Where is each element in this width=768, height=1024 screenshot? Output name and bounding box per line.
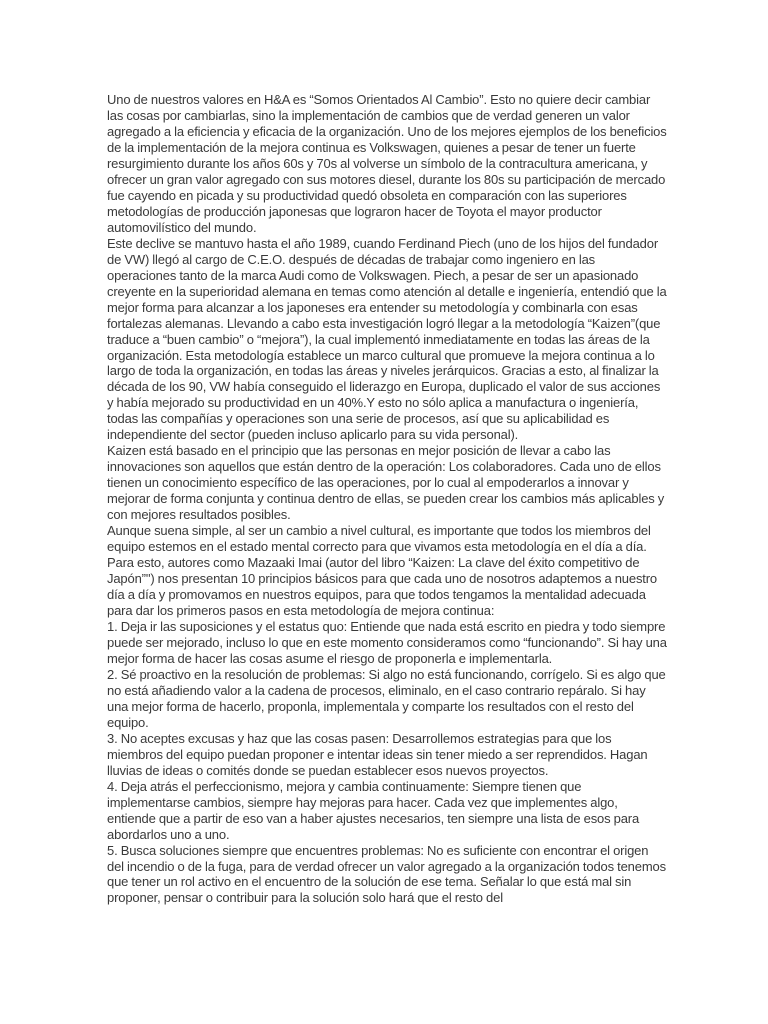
paragraph-kaizen: Kaizen está basado en el principio que las personas en mejor posición de llevar a cabo las innovaciones son aquellos que están dentro de la operación: Los colaboradores. Cada uno de ellos tienen un conocimiento específico de las operaciones, por lo cual al empoderarlos a innovar y mejorar de forma conjunta y continua dentro de ellas, se pueden crear los cambios más aplicables y con mejores resultados posibles. [107,443,665,523]
principle-item-5: 5. Busca soluciones siempre que encuentres problemas: No es suficiente con encontrar el origen del incendio o de la fuga, para de verdad ofrecer un valor agregado a la organización todos tenemos que tener un rol activo en el encuentro de la solución de ese tema. Señalar lo que está mal sin proponer, pensar o contribuir para la solución solo hará que el resto del [107,842,666,906]
principle-item-4: 4. Deja atrás el perfeccionismo, mejora y cambia continuamente: Siempre tienen que implementarse cambios, siempre hay mejoras para hacer. Cada vez que implementes algo, entiende que a partir de eso van a haber ajustes necesarios, ten siempre una lista de esos para abordarlos uno a uno. [107,778,640,842]
principle-item-1: 1. Deja ir las suposiciones y el estatus quo: Entiende que nada está escrito en piedra y todo siempre puede ser mejorado, incluso lo que en este momento consideramos como “funcionando”. Si hay una mejor forma de hacer las cosas asume el riesgo de proponerla e implementarla. [107,618,667,666]
paragraph-principles-intro: Aunque suena simple, al ser un cambio a nivel cultural, es importante que todos los miembros del equipo estemos en el estado mental correcto para que vivamos esta metodología en el día a día. Para esto, autores como Mazaaki Imai (autor del libro “Kaizen: La clave del éxito competitivo de Japón”") nos presentan 10 principios básicos para que cada uno de nosotros adaptemos a nuestro día a día y promovamos en nuestros equipos, para que todos tengamos la mentalidad adecuada para dar los primeros pasos en esta metodología de mejora continua: [107,523,658,618]
paragraph-intro: Uno de nuestros valores en H&A es “Somos Orientados Al Cambio”. Esto no quiere decir cambiar las cosas por cambiarlas, sino la implementación de cambios que de verdad generen un valor agregado a la eficiencia y eficacia de la organización. Uno de los mejores ejemplos de los beneficios de la implementación de la mejora continua es Volkswagen, quienes a pesar de tener un fuerte resurgimiento durante los años 60s y 70s al volverse un símbolo de la contracultura americana, y ofrecer un gran valor agregado con sus motores diesel, durante los 80s su participación de mercado fue cayendo en picada y su productividad quedó obsoleta en comparación con las superiores metodologías de producción japonesas que lograron hacer de Toyota el mayor productor automovilístico del mundo. [107,92,667,235]
document-body [107,92,667,906]
paragraph-piech: Este declive se mantuvo hasta el año 1989, cuando Ferdinand Piech (uno de los hijos del fundador de VW) llegó al cargo de C.E.O. después de décadas de trabajar como ingeniero en las operaciones tanto de la marca Audi como de Volkswagen. Piech, a pesar de ser un apasionado creyente en la superioridad alemana en temas como atención al detalle e ingeniería, entendió que la mejor forma para alcanzar a los japoneses era entender su metodología y combinarla con esas fortalezas alemanas. Llevando a cabo esta investigación logró llegar a la metodología “Kaizen”(que traduce a “buen cambio” o “mejora”), la cual implementó inmediatamente en todas las áreas de la organización. Esta metodología establece un marco cultural que promueve la mejora continua a lo largo de toda la organización, en todas las áreas y niveles jerárquicos. Gracias a esto, al finalizar la década de los 90, VW había conseguido el liderazgo en Europa, duplicado el valor de sus acciones y había mejorado su productividad en un 40%.Y esto no sólo aplica a manufactura o ingeniería, todas las compañías y operaciones son una serie de procesos, así que su aplicabilidad es independiente del sector (pueden incluso aplicarlo para su vida personal). [107,235,667,443]
principle-item-3: 3. No aceptes excusas y haz que las cosas pasen: Desarrollemos estrategias para que los miembros del equipo puedan proponer e intentar ideas sin tener miedo a ser reprendidos. Hagan lluvias de ideas o comités donde se puedan establecer esos nuevos proyectos. [107,730,648,778]
principle-item-2: 2. Sé proactivo en la resolución de problemas: Si algo no está funcionando, corrígelo. Si es algo que no está añadiendo valor a la cadena de procesos, eliminalo, en el caso contrario repáralo. Si hay una mejor forma de hacerlo, proponla, implementala y comparte los resultados con el resto del equipo. [107,666,666,730]
